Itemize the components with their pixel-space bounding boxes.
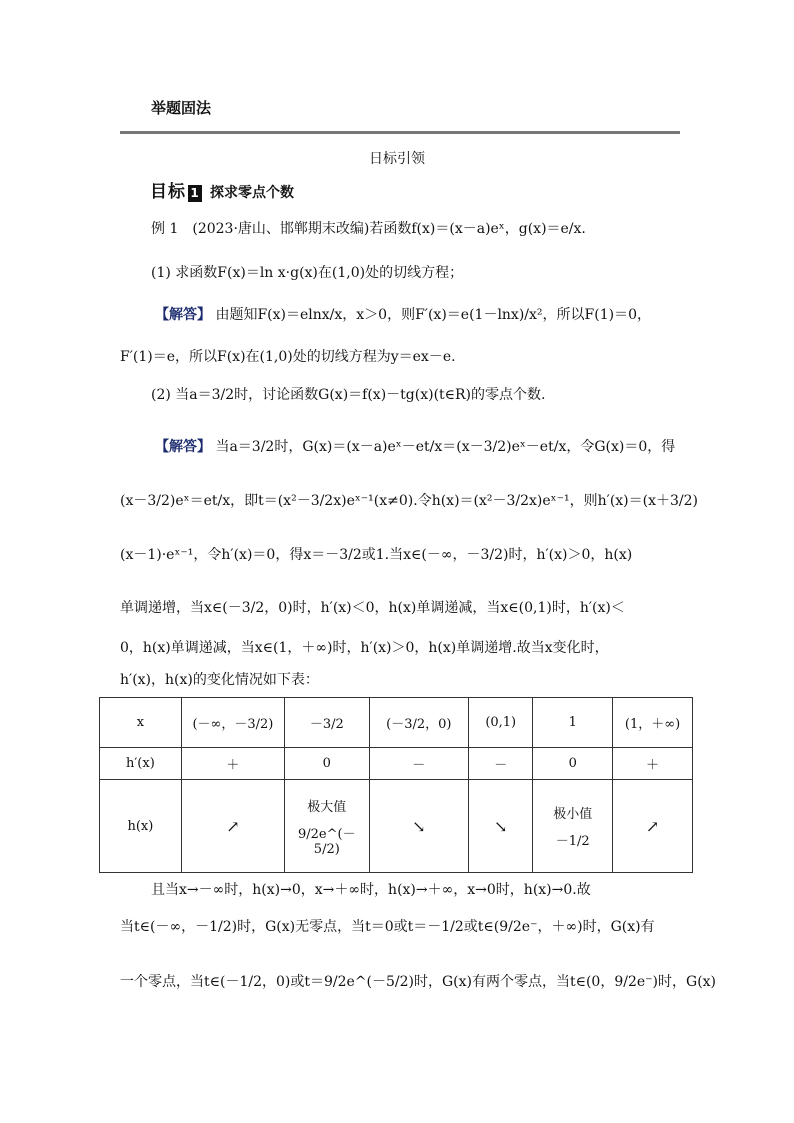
section-header: 举题固法 <box>151 99 212 117</box>
conclusion-line-2: 当t∈(－∞，－1/2)时，G(x)无零点，当t＝0或t＝－1/2或t∈(9/2e⁻，＋∞)时，G(x)有 <box>120 919 655 935</box>
solution-tag: 【解答】 <box>155 307 211 323</box>
increasing-arrow-icon: ↗ <box>613 780 693 873</box>
table-cell: － <box>369 748 469 780</box>
goal-number: 1 <box>188 185 202 202</box>
page-title: 日标引领 <box>369 151 425 167</box>
example-line-2: (1) 求函数F(x)＝ln x·g(x)在(1,0)处的切线方程； <box>151 265 464 281</box>
table-cell: 0 <box>533 748 613 780</box>
table-cell: h′(x) <box>100 748 182 780</box>
table-cell: ＋ <box>613 748 693 780</box>
header-divider <box>120 131 680 134</box>
variation-table <box>99 697 693 873</box>
table-row-x <box>100 698 693 748</box>
goal-heading <box>150 176 294 202</box>
table-cell: 1 <box>533 698 613 748</box>
example-line-3: (2) 当a＝3/2时，讨论函数G(x)＝f(x)－tg(x)(t∈R)的零点个数. <box>151 387 546 403</box>
solution-2-line-4: 单调递增，当x∈(－3/2，0)时，h′(x)＜0，h(x)单调递减，当x∈(0,1)时，h′(x)＜ <box>120 600 625 616</box>
conclusion-line-1: 且当x→－∞时，h(x)→0，x→＋∞时，h(x)→＋∞，x→0时，h(x)→0.故 <box>151 882 591 898</box>
solution-tag: 【解答】 <box>155 439 211 455</box>
table-row-h <box>100 780 693 873</box>
table-cell: (0,1) <box>469 698 533 748</box>
solution-2-line-3: (x－1)·eˣ⁻¹，令h′(x)＝0，得x＝－3/2或1.当x∈(－∞，－3/2)时，h′(x)＞0，h(x) <box>120 547 633 563</box>
table-cell-min: 极小值 －1/2 <box>533 780 613 873</box>
solution-2-line-1: 【解答】 当a＝3/2时，G(x)＝(x－a)eˣ－et/x＝(x－3/2)eˣ－et/x，令G(x)＝0，得 <box>155 439 676 455</box>
solution-2-line-6: h′(x)，h(x)的变化情况如下表： <box>120 672 319 688</box>
table-cell: (1，＋∞) <box>613 698 693 748</box>
table-cell: －3/2 <box>285 698 369 748</box>
goal-badge: 目标 1 <box>150 177 202 202</box>
table-row-derivative <box>100 748 693 780</box>
solution-2-line-2: (x－3/2)eˣ＝et/x，即t＝(x²－3/2x)eˣ⁻¹(x≠0).令h(x)＝(x²－3/2x)eˣ⁻¹，则h′(x)＝(x＋3/2) <box>120 493 698 509</box>
conclusion-line-3: 一个零点，当t∈(－1/2，0)或t＝9/2e^(－5/2)时，G(x)有两个零点，当t∈(0，9/2e⁻)时，G(x) <box>120 974 717 990</box>
table-cell: (－3/2，0) <box>369 698 469 748</box>
table-cell: ＋ <box>181 748 284 780</box>
example-line-1: 例 1 (2023·唐山、邯郸期末改编)若函数f(x)＝(x－a)eˣ，g(x)＝e/x. <box>151 221 586 237</box>
solution-1-line-1: 【解答】 由题知F(x)＝elnx/x，x＞0，则F′(x)＝e(1－lnx)/x²，所以F(1)＝0， <box>155 307 651 323</box>
table-cell: x <box>100 698 182 748</box>
increasing-arrow-icon: ↗ <box>181 780 284 873</box>
table-cell: h(x) <box>100 780 182 873</box>
solution-1-line-2: F′(1)＝e，所以F(x)在(1,0)处的切线方程为y＝ex－e. <box>120 349 456 365</box>
table-cell: 0 <box>285 748 369 780</box>
table-cell-max: 极大值 9/2e^(－5/2) <box>285 780 369 873</box>
goal-title: 探求零点个数 <box>210 185 294 201</box>
solution-2-line-5: 0，h(x)单调递减，当x∈(1，＋∞)时，h′(x)＞0，h(x)单调递增.故当x变化时， <box>120 640 609 656</box>
decreasing-arrow-icon: ↘ <box>369 780 469 873</box>
table-cell: － <box>469 748 533 780</box>
decreasing-arrow-icon: ↘ <box>469 780 533 873</box>
table-cell: (－∞，－3/2) <box>181 698 284 748</box>
